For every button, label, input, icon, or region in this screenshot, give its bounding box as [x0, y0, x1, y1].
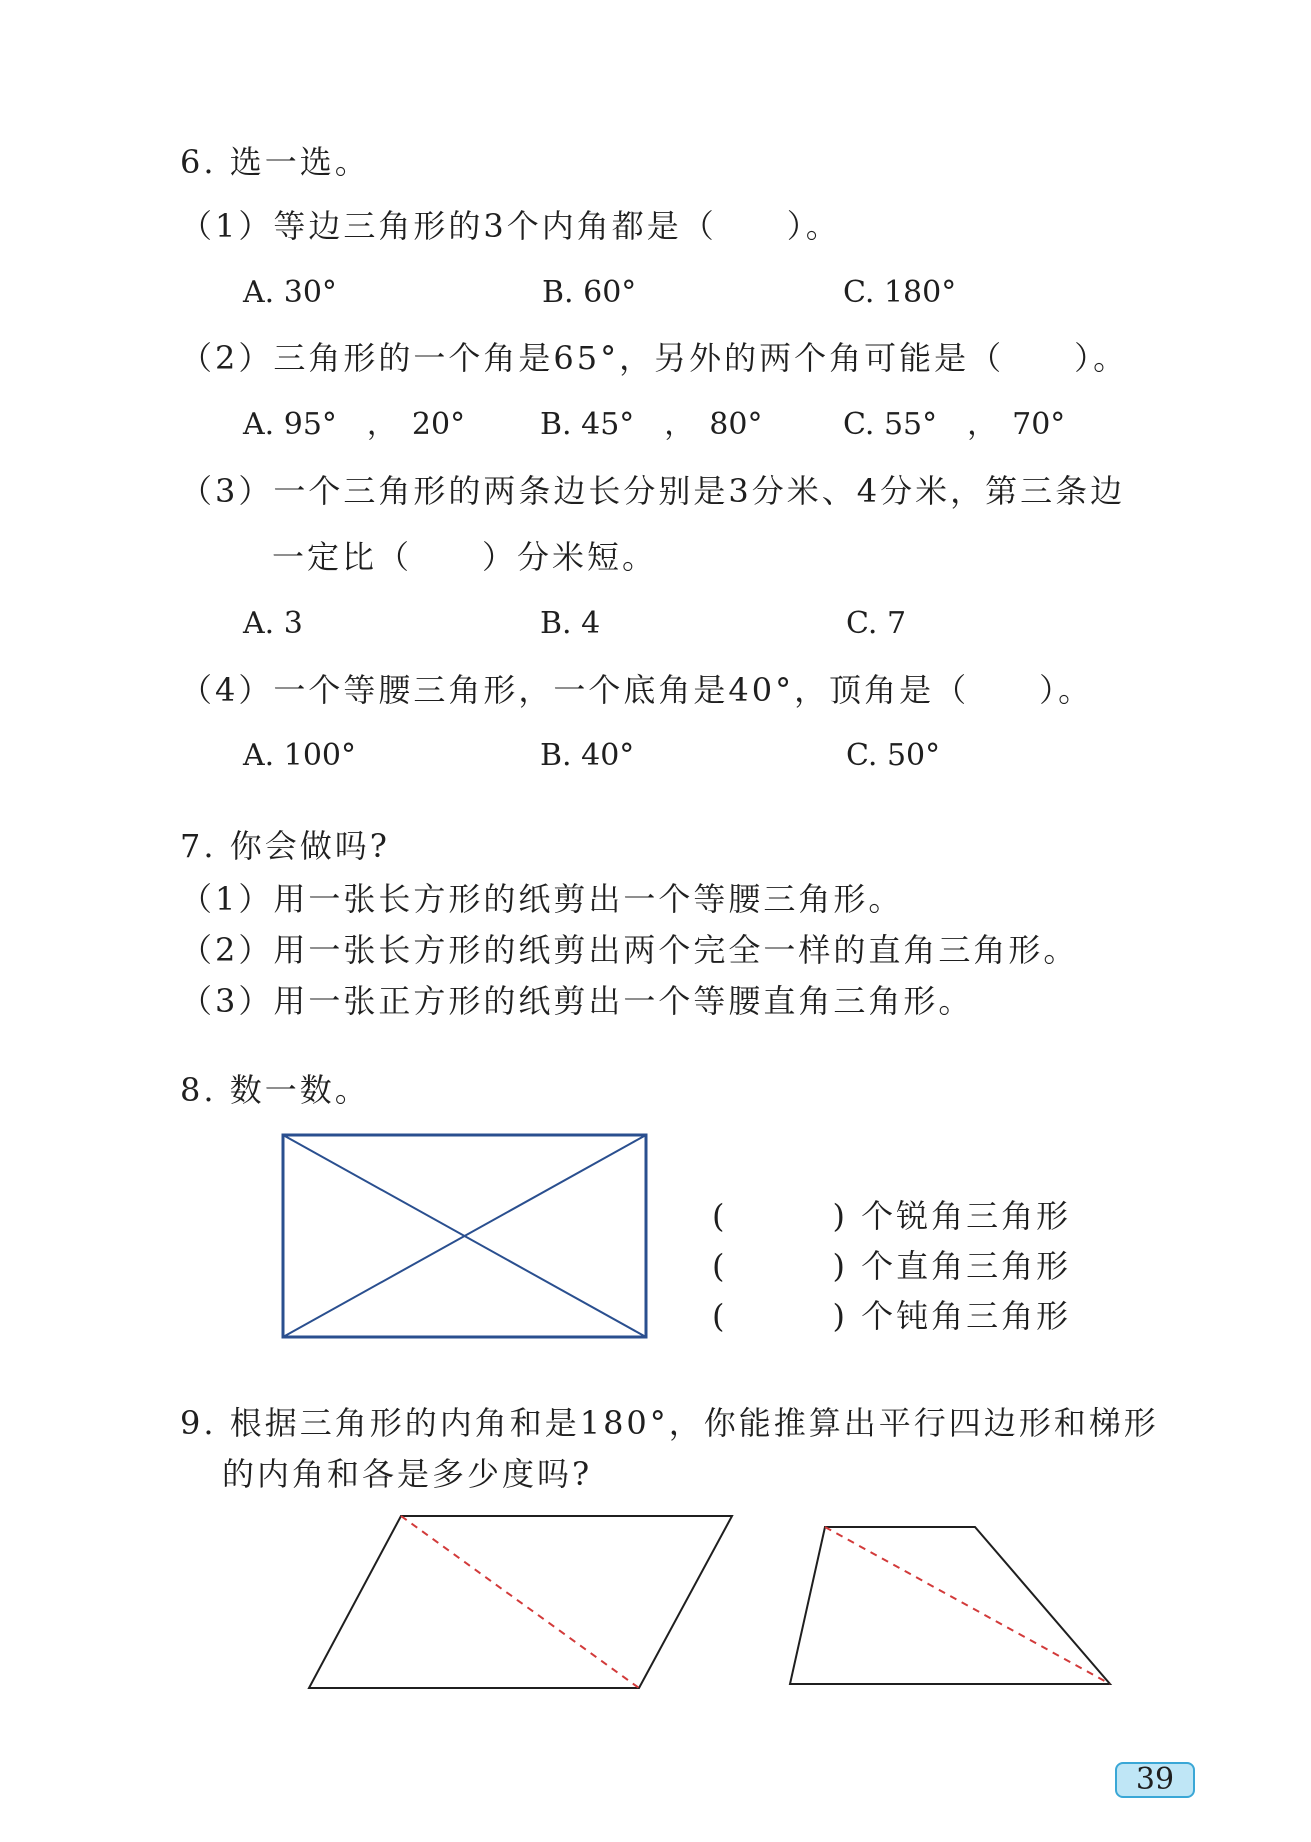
- q6-item2-option-a: A. 95° ， 20°: [243, 407, 466, 442]
- q9-line2: 的内角和各是多少度吗?: [222, 1455, 593, 1493]
- q7-heading: 7. 你会做吗?: [180, 827, 390, 865]
- q8-blank-obtuse: ( ) 个钝角三角形: [712, 1297, 1072, 1335]
- q8-blank-right: ( ) 个直角三角形: [712, 1247, 1072, 1285]
- q9-trapezoid: [790, 1527, 1110, 1684]
- q6-item3-stem-cont: 一定比（ ）分米短。: [272, 538, 658, 576]
- q8-rectangle-figure: [280, 1132, 650, 1340]
- q6-item4-option-a: A. 100°: [243, 738, 356, 773]
- q9-trapezoid-figure: [785, 1522, 1115, 1692]
- q6-item4-option-b: B. 40°: [540, 738, 635, 773]
- q6-item1-option-b: B. 60°: [542, 275, 637, 310]
- q7-item3: （3）用一张正方形的纸剪出一个等腰直角三角形。: [180, 982, 974, 1020]
- q7-item2: （2）用一张长方形的纸剪出两个完全一样的直角三角形。: [180, 931, 1079, 969]
- q6-item1-option-c: C. 180°: [843, 275, 957, 310]
- q6-item3-option-a: A. 3: [243, 606, 303, 641]
- q9-line1: 9. 根据三角形的内角和是180°，你能推算出平行四边形和梯形: [180, 1404, 1159, 1442]
- q6-item2-option-b: B. 45° ， 80°: [540, 407, 763, 442]
- q6-item4-option-c: C. 50°: [846, 738, 941, 773]
- page-number: 39: [1115, 1762, 1195, 1798]
- q6-item2-stem: （2）三角形的一个角是65°，另外的两个角可能是（ ）。: [180, 339, 1129, 377]
- q6-item4-stem: （4）一个等腰三角形，一个底角是40°，顶角是（ ）。: [180, 671, 1094, 709]
- q6-item1-option-a: A. 30°: [243, 275, 337, 310]
- q8-blank-acute: ( ) 个锐角三角形: [712, 1197, 1072, 1235]
- q9-trapezoid-diagonal: [825, 1527, 1110, 1684]
- q6-item2-option-c: C. 55° ， 70°: [843, 407, 1066, 442]
- q6-heading: 6. 选一选。: [180, 143, 370, 181]
- q6-item1-stem: （1）等边三角形的3个内角都是（ ）。: [180, 207, 841, 245]
- q9-parallelogram-figure: [302, 1512, 742, 1692]
- q9-parallelogram-diagonal: [401, 1516, 639, 1688]
- q8-heading: 8. 数一数。: [180, 1071, 370, 1109]
- q6-item3-stem: （3）一个三角形的两条边长分别是3分米、4分米，第三条边: [180, 472, 1126, 510]
- q7-item1: （1）用一张长方形的纸剪出一个等腰三角形。: [180, 880, 904, 918]
- q6-item3-option-b: B. 4: [540, 606, 601, 641]
- q6-item3-option-c: C. 7: [846, 606, 907, 641]
